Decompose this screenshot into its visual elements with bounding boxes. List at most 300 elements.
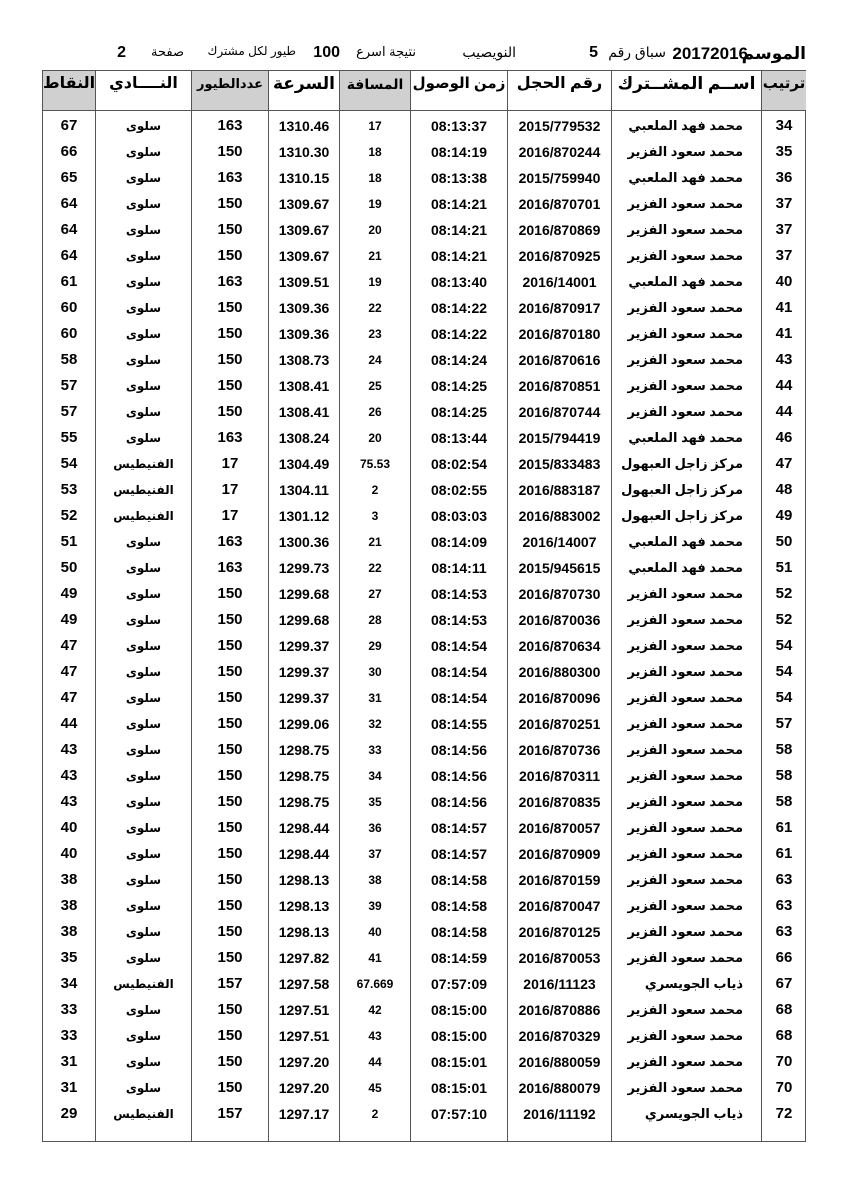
distance-cell: 19	[368, 275, 382, 289]
arrival-time-cell: 08:13:40	[430, 274, 488, 290]
arrival-time-cell: 08:14:21	[430, 196, 488, 212]
ring-number-cell: 2015/833483	[518, 456, 601, 472]
speed-cell: 1309.51	[278, 274, 330, 290]
distance-cell: 26	[368, 405, 382, 419]
arrival-time-cell: 08:13:44	[430, 430, 488, 446]
participant-name-cell: محمد فهد الملعبي	[628, 534, 743, 549]
club-cell: سلوى	[125, 639, 162, 653]
arrival-time-cell: 08:14:54	[430, 638, 488, 654]
table-row	[43, 1104, 805, 1130]
participant-name-cell: محمد فهد الملعبي	[628, 274, 743, 289]
speed-cell: 1297.20	[278, 1080, 330, 1096]
arrival-time-cell: 07:57:10	[430, 1106, 488, 1122]
col-header-club: النــــادي	[109, 75, 178, 92]
col-header-distance: المسافة	[340, 71, 410, 110]
club-cell: الفنيطيس	[113, 483, 174, 497]
arrival-time-cell: 08:14:25	[430, 378, 488, 394]
ring-number-cell: 2015/945615	[518, 560, 601, 576]
club-cell: سلوى	[125, 1029, 162, 1043]
bird-count-cell: 150	[217, 143, 243, 160]
participant-name-cell: محمد سعود الفزير	[627, 196, 743, 211]
race-label: سباق رقم	[608, 44, 666, 60]
bird-count-cell: 150	[217, 715, 243, 732]
table-row	[43, 532, 805, 558]
table-row	[43, 1052, 805, 1078]
participant-name-cell: محمد سعود الفزير	[627, 872, 743, 887]
distance-cell: 25	[368, 379, 382, 393]
table-row	[43, 480, 805, 506]
bird-count-cell: 150	[217, 793, 243, 810]
rank-cell: 48	[775, 481, 793, 498]
table-row	[43, 766, 805, 792]
points-cell: 47	[60, 637, 78, 654]
ring-number-cell: 2016/870909	[518, 846, 601, 862]
ring-number-cell: 2016/880300	[518, 664, 601, 680]
distance-cell: 43	[368, 1029, 382, 1043]
race-number: 5	[589, 44, 598, 61]
points-cell: 64	[60, 247, 78, 264]
rank-cell: 58	[775, 767, 793, 784]
participant-name-cell: ذياب الجويسري	[644, 1106, 743, 1121]
ring-number-cell: 2016/870917	[518, 300, 601, 316]
bird-count-cell: 163	[217, 273, 243, 290]
speed-cell: 1310.30	[278, 144, 330, 160]
participant-name-cell: محمد سعود الفزير	[627, 612, 743, 627]
page-label: صفحة	[151, 44, 184, 59]
distance-cell: 67.669	[356, 977, 394, 991]
distance-cell: 21	[368, 535, 382, 549]
speed-cell: 1298.44	[278, 846, 330, 862]
table-row	[43, 298, 805, 324]
club-cell: سلوى	[125, 301, 162, 315]
arrival-time-cell: 08:13:37	[430, 118, 488, 134]
bird-count-cell: 150	[217, 741, 243, 758]
ring-number-cell: 2016/880079	[518, 1080, 601, 1096]
points-cell: 31	[60, 1053, 78, 1070]
bird-count-cell: 150	[217, 897, 243, 914]
club-cell: سلوى	[125, 275, 162, 289]
ring-number-cell: 2016/870730	[518, 586, 601, 602]
speed-cell: 1299.37	[278, 664, 330, 680]
ring-number-cell: 2016/870251	[518, 716, 601, 732]
speed-cell: 1298.75	[278, 768, 330, 784]
table-row	[43, 220, 805, 246]
bird-count-cell: 150	[217, 871, 243, 888]
table-row	[43, 116, 805, 142]
table-row	[43, 792, 805, 818]
ring-number-cell: 2016/870851	[518, 378, 601, 394]
birds-note: طيور لكل مشترك	[207, 44, 296, 58]
rank-cell: 61	[775, 845, 793, 862]
club-cell: سلوى	[125, 951, 162, 965]
ring-number-cell: 2016/11123	[523, 976, 596, 992]
ring-number-cell: 2016/883002	[518, 508, 601, 524]
points-cell: 31	[60, 1079, 78, 1096]
club-cell: سلوى	[125, 1081, 162, 1095]
participant-name-cell: محمد سعود الفزير	[627, 144, 743, 159]
club-cell: سلوى	[125, 821, 162, 835]
distance-cell: 23	[368, 327, 382, 341]
arrival-time-cell: 08:14:53	[430, 586, 488, 602]
arrival-time-cell: 08:14:11	[431, 560, 487, 576]
table-row	[43, 142, 805, 168]
arrival-time-cell: 08:15:00	[430, 1002, 488, 1018]
club-cell: سلوى	[125, 431, 162, 445]
table-row	[43, 636, 805, 662]
points-cell: 43	[60, 767, 78, 784]
ring-number-cell: 2016/870886	[518, 1002, 601, 1018]
rank-cell: 68	[775, 1027, 793, 1044]
speed-cell: 1299.68	[278, 612, 330, 628]
distance-cell: 24	[368, 353, 382, 367]
bird-count-cell: 150	[217, 377, 243, 394]
rank-cell: 52	[775, 585, 793, 602]
rank-cell: 68	[775, 1001, 793, 1018]
club-cell: سلوى	[125, 743, 162, 757]
speed-cell: 1310.15	[278, 170, 330, 186]
distance-cell: 33	[368, 743, 382, 757]
points-cell: 38	[60, 923, 78, 940]
club-cell: سلوى	[125, 691, 162, 705]
season-value: 20172016	[672, 44, 748, 63]
distance-cell: 30	[368, 665, 382, 679]
speed-cell: 1299.06	[278, 716, 330, 732]
arrival-time-cell: 08:14:55	[430, 716, 488, 732]
participant-name-cell: محمد سعود الفزير	[627, 638, 743, 653]
points-cell: 60	[60, 325, 78, 342]
participant-name-cell: محمد سعود الفزير	[627, 820, 743, 835]
speed-cell: 1308.24	[278, 430, 330, 446]
distance-cell: 37	[368, 847, 382, 861]
ring-number-cell: 2016/870925	[518, 248, 601, 264]
participant-name-cell: محمد فهد الملعبي	[628, 170, 743, 185]
club-cell: سلوى	[125, 665, 162, 679]
table-row	[43, 558, 805, 584]
participant-name-cell: ذياب الجويسري	[644, 976, 743, 991]
speed-cell: 1297.51	[278, 1028, 330, 1044]
rank-cell: 34	[775, 117, 793, 134]
club-cell: سلوى	[125, 717, 162, 731]
participant-name-cell: محمد فهد الملعبي	[628, 118, 743, 133]
bird-count-cell: 163	[217, 117, 243, 134]
distance-cell: 18	[368, 171, 382, 185]
bird-count-cell: 163	[217, 533, 243, 550]
speed-cell: 1308.73	[278, 352, 330, 368]
points-cell: 66	[60, 143, 78, 160]
table-row	[43, 922, 805, 948]
participant-name-cell: محمد سعود الفزير	[627, 1080, 743, 1095]
club-cell: سلوى	[125, 847, 162, 861]
speed-cell: 1304.11	[279, 482, 329, 498]
distance-cell: 41	[368, 951, 382, 965]
distance-cell: 18	[368, 145, 382, 159]
speed-cell: 1298.13	[278, 898, 330, 914]
club-cell: سلوى	[125, 587, 162, 601]
table-row	[43, 1026, 805, 1052]
club-cell: الفنيطيس	[113, 509, 174, 523]
speed-cell: 1299.73	[278, 560, 330, 576]
participant-name-cell: محمد سعود الفزير	[627, 1002, 743, 1017]
bird-count-cell: 150	[217, 351, 243, 368]
rank-cell: 37	[775, 221, 793, 238]
points-cell: 55	[60, 429, 78, 446]
arrival-time-cell: 08:14:09	[430, 534, 488, 550]
points-cell: 58	[60, 351, 78, 368]
rank-cell: 66	[775, 949, 793, 966]
participant-name-cell: محمد سعود الفزير	[627, 898, 743, 913]
col-header-birds: عددالطيور	[192, 71, 268, 110]
points-cell: 29	[60, 1105, 78, 1122]
club-cell: سلوى	[125, 1003, 162, 1017]
participant-name-cell: محمد سعود الفزير	[627, 924, 743, 939]
speed-cell: 1300.36	[278, 534, 330, 550]
table-row	[43, 194, 805, 220]
bird-count-cell: 150	[217, 767, 243, 784]
rank-cell: 63	[775, 923, 793, 940]
table-row	[43, 870, 805, 896]
bird-count-cell: 150	[217, 1079, 243, 1096]
arrival-time-cell: 08:14:58	[430, 898, 488, 914]
table-row	[43, 402, 805, 428]
distance-cell: 22	[368, 301, 382, 315]
bird-count-cell: 150	[217, 325, 243, 342]
distance-cell: 17	[368, 119, 382, 133]
distance-cell: 2	[371, 1107, 379, 1121]
speed-cell: 1297.58	[278, 976, 330, 992]
participant-name-cell: محمد سعود الفزير	[627, 690, 743, 705]
ring-number-cell: 2016/870744	[518, 404, 601, 420]
ring-number-cell: 2016/880059	[518, 1054, 601, 1070]
bird-count-cell: 17	[221, 481, 239, 498]
club-cell: سلوى	[125, 119, 162, 133]
bird-count-cell: 150	[217, 195, 243, 212]
points-cell: 51	[60, 533, 78, 550]
rank-cell: 54	[775, 689, 793, 706]
table-row	[43, 1078, 805, 1104]
participant-name-cell: محمد سعود الفزير	[627, 352, 743, 367]
bird-count-cell: 150	[217, 299, 243, 316]
club-cell: سلوى	[125, 1055, 162, 1069]
points-cell: 60	[60, 299, 78, 316]
col-header-points: النقاط	[43, 71, 95, 110]
speed-cell: 1299.37	[278, 638, 330, 654]
bird-count-cell: 150	[217, 637, 243, 654]
col-header-rank: ترتيب	[762, 71, 806, 110]
rank-cell: 57	[775, 715, 793, 732]
bird-count-cell: 150	[217, 1001, 243, 1018]
speed-cell: 1304.49	[278, 456, 330, 472]
distance-cell: 27	[368, 587, 382, 601]
club-cell: سلوى	[125, 873, 162, 887]
rank-cell: 58	[775, 741, 793, 758]
participant-name-cell: محمد سعود الفزير	[627, 950, 743, 965]
speed-cell: 1297.20	[278, 1054, 330, 1070]
club-cell: سلوى	[125, 535, 162, 549]
speed-cell: 1298.13	[278, 872, 330, 888]
participant-name-cell: محمد سعود الفزير	[627, 378, 743, 393]
bird-count-cell: 17	[221, 455, 239, 472]
club-cell: سلوى	[125, 561, 162, 575]
table-row	[43, 350, 805, 376]
ring-number-cell: 2016/870047	[518, 898, 601, 914]
points-cell: 67	[60, 117, 78, 134]
participant-name-cell: محمد سعود الفزير	[627, 326, 743, 341]
table-row	[43, 844, 805, 870]
race-name: النويصيب	[462, 44, 516, 60]
participant-name-cell: محمد سعود الفزير	[627, 300, 743, 315]
distance-cell: 20	[368, 223, 382, 237]
participant-name-cell: محمد سعود الفزير	[627, 742, 743, 757]
club-cell: سلوى	[125, 379, 162, 393]
rank-cell: 63	[775, 871, 793, 888]
speed-cell: 1310.46	[278, 118, 330, 134]
rank-cell: 58	[775, 793, 793, 810]
points-cell: 65	[60, 169, 78, 186]
ring-number-cell: 2015/794419	[518, 430, 601, 446]
speed-cell: 1297.17	[278, 1106, 330, 1122]
bird-count-cell: 150	[217, 663, 243, 680]
speed-cell: 1309.67	[278, 222, 330, 238]
arrival-time-cell: 08:14:57	[430, 820, 488, 836]
ring-number-cell: 2016/870329	[518, 1028, 601, 1044]
points-cell: 40	[60, 845, 78, 862]
points-cell: 64	[60, 221, 78, 238]
bird-count-cell: 150	[217, 949, 243, 966]
arrival-time-cell: 08:03:03	[430, 508, 488, 524]
page-number: 2	[117, 44, 126, 61]
rank-cell: 46	[775, 429, 793, 446]
table-row	[43, 688, 805, 714]
table-row	[43, 740, 805, 766]
distance-cell: 75.53	[359, 457, 391, 471]
bird-count-cell: 157	[217, 975, 243, 992]
club-cell: سلوى	[125, 353, 162, 367]
distance-cell: 45	[368, 1081, 382, 1095]
arrival-time-cell: 08:15:01	[430, 1054, 488, 1070]
bird-count-cell: 17	[221, 507, 239, 524]
ring-number-cell: 2015/759940	[518, 170, 601, 186]
points-cell: 49	[60, 611, 78, 628]
points-cell: 54	[60, 455, 78, 472]
ring-number-cell: 2016/870736	[518, 742, 601, 758]
col-header-speed: السرعة	[272, 74, 335, 93]
bird-count-cell: 150	[217, 247, 243, 264]
rank-cell: 72	[775, 1105, 793, 1122]
result-label: نتيجة اسرع	[356, 44, 416, 59]
bird-count-cell: 150	[217, 689, 243, 706]
bird-count-cell: 150	[217, 611, 243, 628]
club-cell: الفنيطيس	[113, 1107, 174, 1121]
rank-cell: 36	[775, 169, 793, 186]
bird-count-cell: 150	[217, 221, 243, 238]
arrival-time-cell: 08:14:59	[430, 950, 488, 966]
distance-cell: 20	[368, 431, 382, 445]
rank-cell: 37	[775, 247, 793, 264]
bird-count-cell: 163	[217, 559, 243, 576]
speed-cell: 1297.82	[278, 950, 330, 966]
points-cell: 50	[60, 559, 78, 576]
results-header	[42, 42, 806, 68]
bird-count-cell: 157	[217, 1105, 243, 1122]
col-header-ring: رقم الحجل	[516, 75, 603, 92]
ring-number-cell: 2016/870057	[518, 820, 601, 836]
bird-count-cell: 163	[217, 169, 243, 186]
ring-number-cell: 2016/870125	[518, 924, 601, 940]
ring-number-cell: 2016/870053	[518, 950, 601, 966]
arrival-time-cell: 08:14:54	[430, 664, 488, 680]
col-header-name: اســم المشــترك	[617, 74, 756, 93]
points-cell: 53	[60, 481, 78, 498]
table-row	[43, 662, 805, 688]
speed-cell: 1299.37	[278, 690, 330, 706]
distance-cell: 34	[368, 769, 382, 783]
points-cell: 57	[60, 377, 78, 394]
rank-cell: 70	[775, 1053, 793, 1070]
club-cell: سلوى	[125, 899, 162, 913]
club-cell: سلوى	[125, 145, 162, 159]
points-cell: 35	[60, 949, 78, 966]
table-row	[43, 610, 805, 636]
distance-cell: 39	[368, 899, 382, 913]
arrival-time-cell: 08:14:24	[430, 352, 488, 368]
rank-cell: 51	[775, 559, 793, 576]
ring-number-cell: 2016/870616	[518, 352, 601, 368]
speed-cell: 1309.36	[278, 326, 330, 342]
club-cell: سلوى	[125, 405, 162, 419]
rank-cell: 41	[775, 299, 793, 316]
arrival-time-cell: 08:14:22	[430, 326, 488, 342]
points-cell: 57	[60, 403, 78, 420]
arrival-time-cell: 08:14:57	[430, 846, 488, 862]
distance-cell: 19	[368, 197, 382, 211]
rank-cell: 41	[775, 325, 793, 342]
rank-cell: 35	[775, 143, 793, 160]
bird-count-cell: 150	[217, 403, 243, 420]
rank-cell: 44	[775, 377, 793, 394]
bird-count-cell: 150	[217, 1027, 243, 1044]
arrival-time-cell: 08:14:53	[430, 612, 488, 628]
table-row	[43, 428, 805, 454]
table-row	[43, 818, 805, 844]
speed-cell: 1298.13	[278, 924, 330, 940]
arrival-time-cell: 08:14:56	[430, 768, 488, 784]
table-row	[43, 168, 805, 194]
participant-name-cell: مركز زاجل العبهول	[621, 482, 743, 497]
ring-number-cell: 2016/870869	[518, 222, 601, 238]
speed-cell: 1309.36	[278, 300, 330, 316]
header-divider	[43, 110, 805, 111]
table-row	[43, 1000, 805, 1026]
arrival-time-cell: 08:14:25	[430, 404, 488, 420]
club-cell: سلوى	[125, 925, 162, 939]
distance-cell: 2	[371, 483, 379, 497]
table-row	[43, 272, 805, 298]
bird-count-cell: 150	[217, 585, 243, 602]
ring-number-cell: 2016/870311	[519, 768, 600, 784]
bird-count-cell: 163	[217, 429, 243, 446]
arrival-time-cell: 08:02:54	[430, 456, 488, 472]
speed-cell: 1308.41	[278, 404, 330, 420]
points-cell: 40	[60, 819, 78, 836]
ring-number-cell: 2016/870701	[518, 196, 601, 212]
distance-cell: 28	[368, 613, 382, 627]
club-cell: سلوى	[125, 327, 162, 341]
arrival-time-cell: 08:14:58	[430, 924, 488, 940]
result-value: 100	[313, 44, 340, 61]
season-label: الموسم	[741, 44, 806, 63]
speed-cell: 1308.41	[278, 378, 330, 394]
club-cell: سلوى	[125, 249, 162, 263]
